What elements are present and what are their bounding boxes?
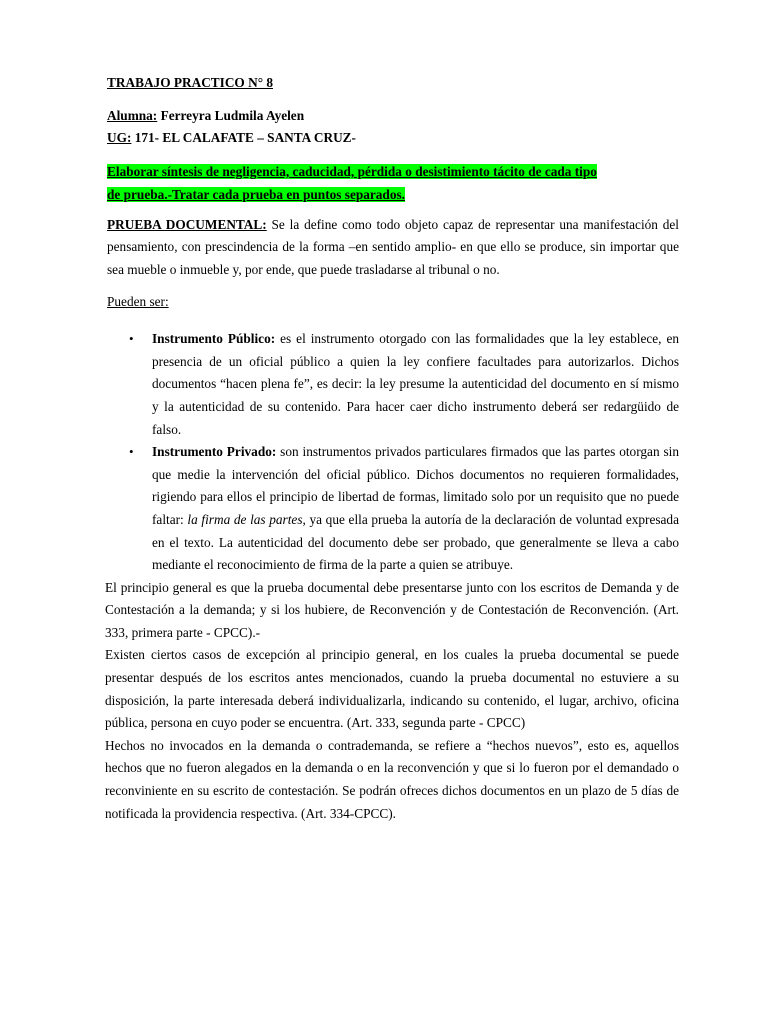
document-title: TRABAJO PRACTICO N° 8 [107,75,273,90]
item-term: Instrumento Privado: [152,444,277,460]
assignment-line-2: de prueba.-Tratar cada prueba en puntos separados. [107,186,405,202]
ug-label: UG: [107,130,132,146]
document-page [107,72,679,825]
paragraph-excepcion: Existen ciertos casos de excepción al principio general, en los cuales la prueba documental se puede presentar después de los escritos antes mencionados, cuando la prueba documental no estuviere a su disposición, la parte interesada deberá individualizarla, indicando su contenido, el lugar, archivo, oficina pública, persona en cuyo poder se encuentra. (Art. 333, segunda parte - CPCC) [105,647,679,731]
body-paragraphs [105,577,679,826]
prueba-documental-text: Se la define como todo objeto capaz de representar una manifestación del pensamiento, con prescindencia de la forma –en sentido amplio- en que ello se produce, sin importar que sea mueble o inmueble y, por ende, que puede trasladarse al tribunal o no. [107,216,679,277]
prueba-documental-heading: PRUEBA DOCUMENTAL: [107,216,267,232]
assignment-line-1: Elaborar síntesis de negligencia, caducidad, pérdida o desistimiento tácito de cada tipo [107,163,597,179]
item-text-after: , ya que ella prueba la autoría de la declaración de voluntad expresada en el texto. La autenticidad del documento debe ser probado, que generalmente se lleva a cabo mediante el reconocimiento de firma de la parte a quien se atribuye. [152,511,679,573]
student-label: Alumna: [107,107,158,123]
instrument-list [107,328,679,577]
item-italic-phrase: la firma de las partes [187,511,303,527]
prueba-documental-paragraph [107,214,679,282]
item-text-before: son instrumentos privados particulares firmados que las partes otorgan sin que medie la intervención del oficial público. Dichos documentos no requieren formalidades, rigiendo para ellos el principio de libertad de formas, limitado solo por un requisito que no puede faltar: [152,444,679,527]
student-line [107,105,679,128]
paragraph-principio-general: El principio general es que la prueba documental debe presentarse junto con los escritos de Demanda y de Contestación a la demanda; y si los hubiere, de Reconvención y de Contestación de Reconvención. (Art. 333, primera parte - CPCC).- [105,579,679,640]
list-item-instrumento-publico [129,328,679,441]
bullet-icon: • [129,331,134,347]
bullet-icon: • [129,444,134,460]
student-name: Ferreyra Ludmila Ayelen [157,107,305,123]
list-item-instrumento-privado [129,441,679,577]
assignment-instructions [107,160,679,206]
pueden-ser-label: Pueden ser: [107,293,169,309]
paragraph-hechos-nuevos: Hechos no invocados en la demanda o contrademanda, se refiere a “hechos nuevos”, esto es, aquellos hechos que no fueron alegados en la demanda o en la reconvención y que si lo fueron por el demandado o reconviniente en su escrito de contestación. Se podrán ofreces dichos documentos en un plazo de 5 días de notificada la providencia respectiva. (Art. 334-CPCC). [105,737,679,821]
ug-line [107,127,679,150]
item-text: es el instrumento otorgado con las formalidades que la ley establece, en presencia de un oficial público a quien la ley confiere facultades para autorizarlos. Dichos documentos “hacen plena fe”, es decir: la ley presume la autenticidad del documento en sí mismo y la autenticidad de su contenido. Para hacer caer dicho instrumento deberá ser redargüido de falso. [152,331,679,437]
item-term: Instrumento Público: [152,331,276,347]
ug-value: 171- EL CALAFATE – SANTA CRUZ- [131,130,356,146]
